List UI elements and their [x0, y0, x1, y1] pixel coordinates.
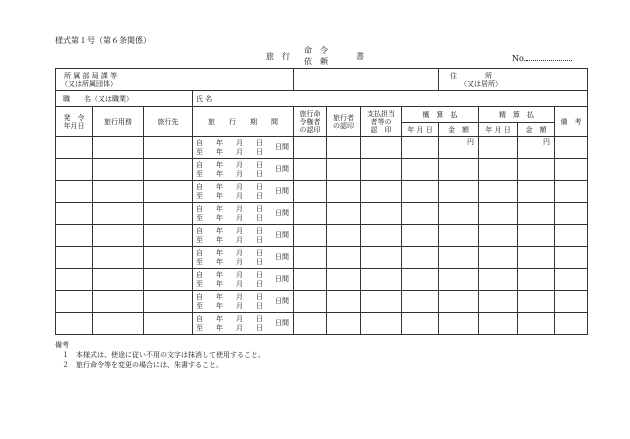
settlement-amount-cell[interactable]	[518, 291, 555, 313]
advance-amount-cell[interactable]	[439, 159, 479, 181]
address-label: 住 所	[450, 71, 493, 80]
commander-seal-cell[interactable]	[294, 159, 327, 181]
advance-date-cell[interactable]	[402, 225, 439, 247]
period-field	[193, 247, 293, 268]
period-to: 至 年 月 日	[196, 324, 266, 332]
period-cell[interactable]	[193, 313, 294, 335]
purpose-cell[interactable]	[93, 159, 144, 181]
settlement-date-cell[interactable]	[479, 137, 518, 159]
col-advance-date: 年 月 日	[402, 123, 439, 137]
note-item-2: ２ 旅行命令等を変更の場合には、朱書すること。	[62, 361, 223, 369]
period-cell[interactable]	[193, 291, 294, 313]
period-to: 至 年 月 日	[196, 148, 266, 156]
col-purpose: 旅行用務	[93, 107, 144, 137]
payer-seal-cell[interactable]	[361, 313, 402, 335]
period-from: 自 年 月 日	[196, 315, 266, 323]
period-to: 至 年 月 日	[196, 236, 266, 244]
period-from: 自 年 月 日	[196, 271, 266, 279]
table-row	[56, 181, 588, 203]
settlement-date-cell[interactable]	[479, 203, 518, 225]
settlement-date-cell[interactable]	[479, 269, 518, 291]
col-settlement-amount: 金 額	[518, 123, 555, 137]
payer-seal-cell[interactable]	[361, 159, 402, 181]
table-row	[56, 225, 588, 247]
title-request: 依 頼	[304, 57, 328, 66]
col-commander-seal: 旅行命 令権者 の認印	[294, 107, 327, 137]
period-field	[193, 291, 293, 312]
period-from: 自 年 月 日	[196, 183, 266, 191]
period-to: 至 年 月 日	[196, 258, 266, 266]
col-advance: 概 算 払	[402, 107, 479, 123]
period-cell[interactable]	[193, 247, 294, 269]
traveler-seal-cell[interactable]	[327, 181, 361, 203]
purpose-cell[interactable]	[93, 247, 144, 269]
payer-seal-cell[interactable]	[361, 269, 402, 291]
traveler-seal-cell[interactable]	[327, 247, 361, 269]
period-days: 日間	[275, 187, 290, 195]
period-from: 自 年 月 日	[196, 161, 266, 169]
period-days: 日間	[275, 319, 290, 327]
commander-seal-cell[interactable]	[294, 313, 327, 335]
traveler-seal-cell[interactable]	[327, 159, 361, 181]
traveler-seal-cell[interactable]	[327, 313, 361, 335]
advance-date-cell[interactable]	[402, 137, 439, 159]
commander-seal-cell[interactable]	[294, 269, 327, 291]
remarks-cell[interactable]	[555, 313, 588, 335]
settlement-amount-cell[interactable]	[518, 137, 555, 159]
issue-date-cell[interactable]	[56, 225, 93, 247]
department-label: 所 属 部 局 課 等	[64, 71, 118, 80]
period-to: 至 年 月 日	[196, 214, 266, 222]
period-from: 自 年 月 日	[196, 293, 266, 301]
destination-cell[interactable]	[144, 203, 193, 225]
col-payer-seal: 支払担当 者等の 認 印	[361, 107, 402, 137]
advance-date-cell[interactable]	[402, 291, 439, 313]
period-field	[193, 313, 293, 334]
advance-date-cell[interactable]	[402, 203, 439, 225]
currency-unit: 円	[467, 138, 475, 146]
advance-amount-cell[interactable]	[439, 247, 479, 269]
advance-amount-cell[interactable]	[439, 203, 479, 225]
purpose-cell[interactable]	[93, 203, 144, 225]
settlement-date-cell[interactable]	[479, 313, 518, 335]
title-travel: 旅 行	[266, 52, 290, 61]
title-document: 書	[356, 52, 364, 61]
settlement-date-cell[interactable]	[479, 181, 518, 203]
period-field	[193, 203, 293, 224]
table-row	[56, 269, 588, 291]
name-label: 氏 名	[196, 94, 213, 103]
purpose-cell[interactable]	[93, 225, 144, 247]
destination-cell[interactable]	[144, 137, 193, 159]
settlement-amount-cell[interactable]	[518, 269, 555, 291]
advance-amount-cell[interactable]	[439, 313, 479, 335]
period-cell[interactable]	[193, 159, 294, 181]
col-remarks: 備 考	[555, 107, 588, 137]
advance-amount-cell[interactable]	[439, 291, 479, 313]
period-days: 日間	[275, 165, 290, 173]
advance-date-cell[interactable]	[402, 313, 439, 335]
settlement-amount-cell[interactable]	[518, 247, 555, 269]
period-to: 至 年 月 日	[196, 280, 266, 288]
purpose-cell[interactable]	[93, 137, 144, 159]
currency-unit: 円	[543, 138, 551, 146]
advance-date-cell[interactable]	[402, 269, 439, 291]
remarks-cell[interactable]	[555, 203, 588, 225]
remarks-cell[interactable]	[555, 291, 588, 313]
department-cell[interactable]	[56, 69, 294, 91]
settlement-date-cell[interactable]	[479, 247, 518, 269]
period-field	[193, 137, 293, 158]
settlement-amount-cell[interactable]	[518, 203, 555, 225]
commander-seal-cell[interactable]	[294, 203, 327, 225]
notes-heading: 備考	[55, 341, 69, 349]
advance-amount-cell[interactable]	[439, 137, 479, 159]
remarks-cell[interactable]	[555, 269, 588, 291]
advance-date-cell[interactable]	[402, 247, 439, 269]
settlement-amount-cell[interactable]	[518, 181, 555, 203]
period-cell[interactable]	[193, 181, 294, 203]
advance-amount-cell[interactable]	[439, 225, 479, 247]
period-days: 日間	[275, 253, 290, 261]
advance-date-cell[interactable]	[402, 159, 439, 181]
period-to: 至 年 月 日	[196, 170, 266, 178]
period-cell[interactable]	[193, 203, 294, 225]
period-days: 日間	[275, 275, 290, 283]
payer-seal-cell[interactable]	[361, 137, 402, 159]
issue-date-cell[interactable]	[56, 181, 93, 203]
col-destination: 旅行先	[144, 107, 193, 137]
period-from: 自 年 月 日	[196, 205, 266, 213]
advance-amount-cell[interactable]	[439, 181, 479, 203]
period-days: 日間	[275, 297, 290, 305]
table-row	[56, 203, 588, 225]
period-field	[193, 225, 293, 246]
issue-date-cell[interactable]	[56, 203, 93, 225]
period-from: 自 年 月 日	[196, 249, 266, 257]
settlement-amount-cell[interactable]	[518, 313, 555, 335]
period-cell[interactable]	[193, 269, 294, 291]
form-number: 様式第１号（第６条関係）	[55, 36, 151, 45]
destination-cell[interactable]	[144, 225, 193, 247]
period-days: 日間	[275, 209, 290, 217]
col-advance-amount: 金 額	[439, 123, 479, 137]
traveler-seal-cell[interactable]	[327, 269, 361, 291]
table-row	[56, 159, 588, 181]
settlement-date-cell[interactable]	[479, 291, 518, 313]
traveler-seal-cell[interactable]	[327, 137, 361, 159]
note-item-1: １ 本様式は、使途に従い不用の文字は抹消して使用すること。	[62, 351, 265, 359]
period-to: 至 年 月 日	[196, 302, 266, 310]
payer-seal-cell[interactable]	[361, 203, 402, 225]
col-settlement: 精 算 払	[479, 107, 555, 123]
number-field[interactable]	[512, 54, 572, 64]
position-label: 職 名（又は職業）	[63, 94, 133, 103]
table-row	[56, 137, 588, 159]
traveler-seal-cell[interactable]	[327, 203, 361, 225]
issue-date-cell[interactable]	[56, 159, 93, 181]
issue-date-cell[interactable]	[56, 291, 93, 313]
period-field	[193, 181, 293, 202]
issue-date-cell[interactable]	[56, 269, 93, 291]
address-sub: （又は居所）	[460, 79, 503, 88]
department-value[interactable]	[294, 69, 439, 91]
period-cell[interactable]	[193, 225, 294, 247]
period-days: 日間	[275, 231, 290, 239]
payer-seal-cell[interactable]	[361, 291, 402, 313]
payer-seal-cell[interactable]	[361, 247, 402, 269]
issue-date-cell[interactable]	[56, 247, 93, 269]
number-label: No.	[512, 54, 527, 63]
destination-cell[interactable]	[144, 313, 193, 335]
travel-order-form	[55, 68, 588, 335]
purpose-cell[interactable]	[93, 181, 144, 203]
remarks-cell[interactable]	[555, 225, 588, 247]
commander-seal-cell[interactable]	[294, 181, 327, 203]
issue-date-cell[interactable]	[56, 313, 93, 335]
destination-cell[interactable]	[144, 269, 193, 291]
period-from: 自 年 月 日	[196, 139, 266, 147]
destination-cell[interactable]	[144, 159, 193, 181]
address-cell[interactable]	[439, 69, 588, 91]
title-order: 命 令	[304, 46, 328, 55]
commander-seal-cell[interactable]	[294, 225, 327, 247]
traveler-seal-cell[interactable]	[327, 225, 361, 247]
col-settlement-date: 年 月 日	[479, 123, 518, 137]
period-cell[interactable]	[193, 137, 294, 159]
settlement-date-cell[interactable]	[479, 159, 518, 181]
period-from: 自 年 月 日	[196, 227, 266, 235]
payer-seal-cell[interactable]	[361, 181, 402, 203]
advance-amount-cell[interactable]	[439, 269, 479, 291]
table-row	[56, 313, 588, 335]
remarks-cell[interactable]	[555, 159, 588, 181]
destination-cell[interactable]	[144, 247, 193, 269]
number-blank	[526, 54, 572, 61]
col-issue-date: 発 令 年月日	[56, 107, 93, 137]
period-field	[193, 159, 293, 180]
settlement-amount-cell[interactable]	[518, 225, 555, 247]
settlement-date-cell[interactable]	[479, 225, 518, 247]
remarks-cell[interactable]	[555, 247, 588, 269]
remarks-cell[interactable]	[555, 137, 588, 159]
advance-date-cell[interactable]	[402, 181, 439, 203]
destination-cell[interactable]	[144, 291, 193, 313]
period-days: 日間	[275, 143, 290, 151]
remarks-cell[interactable]	[555, 181, 588, 203]
position-cell[interactable]	[56, 91, 193, 107]
traveler-seal-cell[interactable]	[327, 291, 361, 313]
department-sub: （又は所属団体）	[61, 79, 117, 88]
purpose-cell[interactable]	[93, 269, 144, 291]
issue-date-cell[interactable]	[56, 137, 93, 159]
period-field	[193, 269, 293, 290]
col-period: 旅 行 期 間	[193, 107, 294, 137]
purpose-cell[interactable]	[93, 291, 144, 313]
settlement-amount-cell[interactable]	[518, 159, 555, 181]
table-row	[56, 291, 588, 313]
destination-cell[interactable]	[144, 181, 193, 203]
table-row	[56, 247, 588, 269]
payer-seal-cell[interactable]	[361, 225, 402, 247]
col-traveler-seal: 旅行者 の認印	[327, 107, 361, 137]
commander-seal-cell[interactable]	[294, 137, 327, 159]
commander-seal-cell[interactable]	[294, 247, 327, 269]
name-cell[interactable]	[193, 91, 588, 107]
period-to: 至 年 月 日	[196, 192, 266, 200]
purpose-cell[interactable]	[93, 313, 144, 335]
commander-seal-cell[interactable]	[294, 291, 327, 313]
